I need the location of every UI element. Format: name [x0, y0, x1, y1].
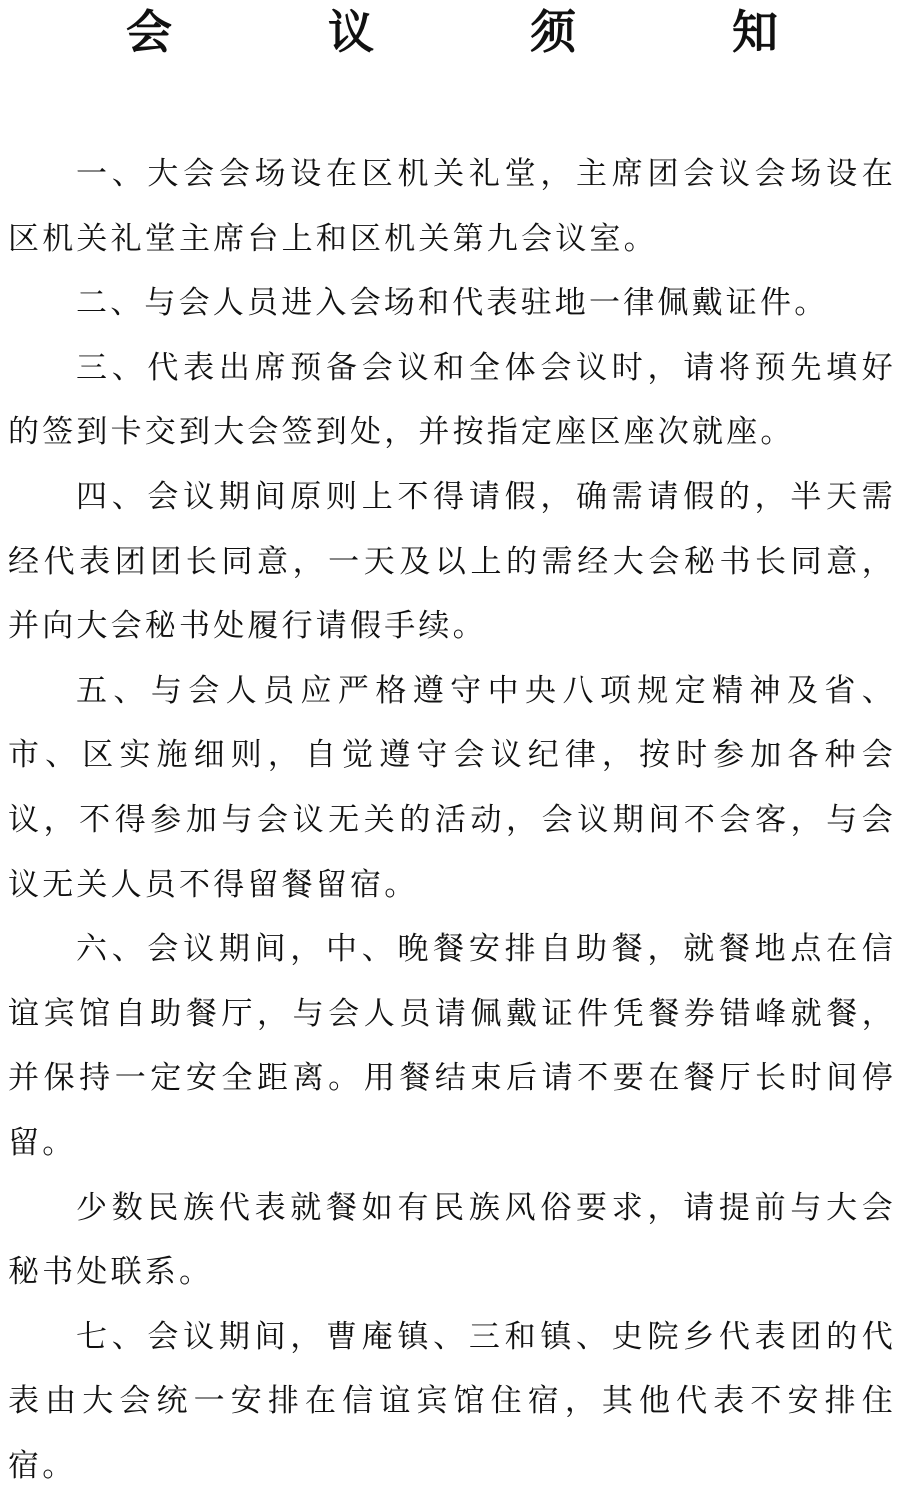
paragraph-item-2: 二、与会人员进入会场和代表驻地一律佩戴证件。: [76, 285, 829, 322]
document-title: 会 议 须 知: [125, 5, 849, 59]
paragraph-item-3: 三、代表出席预备会议和全体会议时，请将预先填好的签到卡交到大会签到处，并按指定座区座次就座。: [8, 349, 896, 451]
paragraph-item-5: 五、与会人员应严格遵守中央八项规定精神及省、市、区实施细则，自觉遵守会议纪律，按时参加各种会议，不得参加与会议无关的活动，会议期间不会客，与会议无关人员不得留餐留宿。: [8, 672, 896, 903]
paragraph-item-6: 六、会议期间，中、晚餐安排自助餐，就餐地点在信谊宾馆自助餐厅，与会人员请佩戴证件凭餐券错峰就餐，并保持一定安全距离。用餐结束后请不要在餐厅长时间停留。: [8, 931, 896, 1161]
paragraph-item-6-note: 少数民族代表就餐如有民族风俗要求，请提前与大会秘书处联系。: [8, 1189, 896, 1291]
paragraph-item-1: 一、大会会场设在区机关礼堂，主席团会议会场设在区机关礼堂主席台上和区机关第九会议室。: [8, 156, 896, 257]
paragraph-item-4: 四、会议期间原则上不得请假，确需请假的，半天需经代表团团长同意，一天及以上的需经大会秘书长同意，并向大会秘书处履行请假手续。: [8, 478, 896, 645]
document-body: [8, 142, 896, 1498]
paragraph-item-7: 七、会议期间，曹庵镇、三和镇、史院乡代表团的代表由大会统一安排在信谊宾馆住宿，其他代表不安排住宿。: [8, 1318, 896, 1484]
